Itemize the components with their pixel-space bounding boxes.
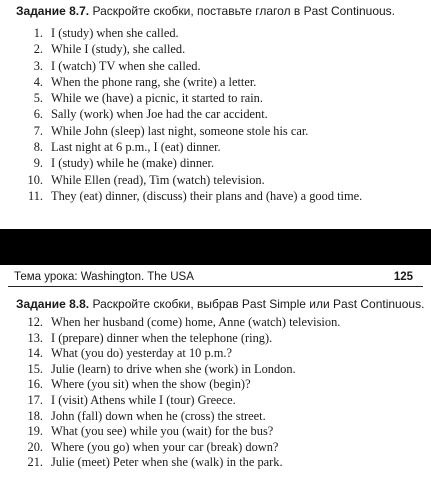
exercise-number: Задание 8.7.: [16, 4, 90, 18]
item-number: 10.: [27, 172, 43, 187]
list-item: [0, 90, 431, 106]
list-item: [0, 172, 431, 188]
item-text: Julie (meet) Peter when she (walk) in the park.: [51, 455, 283, 470]
list-item: [0, 41, 431, 57]
item-text: Last night at 6 p.m., I (eat) dinner.: [51, 140, 221, 155]
item-number: 15.: [27, 361, 43, 376]
exercise-number: Задание 8.8.: [16, 297, 90, 311]
item-text: Julie (learn) to drive when she (work) in London.: [51, 361, 296, 376]
list-item: [0, 377, 431, 393]
list-item: [0, 25, 431, 41]
page-number: 125: [393, 271, 413, 283]
item-number: 14.: [27, 346, 43, 361]
item-text: Where (you sit) when the show (begin)?: [51, 377, 251, 392]
item-number: 7.: [33, 123, 43, 138]
list-item: [0, 155, 431, 171]
page-header: [0, 270, 431, 287]
item-text: When her husband (come) home, Anne (watch) television.: [51, 315, 341, 329]
list-item: [0, 409, 431, 425]
item-text: When the phone rang, she (write) a letter.: [51, 74, 257, 89]
item-text: Where (you go) when your car (break) down?: [51, 439, 279, 454]
list-item: [0, 188, 431, 204]
item-text: While I (study), she called.: [51, 42, 186, 57]
item-text: What (you do) yesterday at 10 p.m.?: [51, 346, 232, 361]
exercise-instruction: Раскройте скобки, поставьте глагол в Past Continuous.: [92, 4, 395, 18]
lesson-title: Тема урока: Washington. The USA: [14, 271, 194, 283]
item-text: Sally (work) when Joe had the car accident.: [51, 107, 268, 122]
item-number: 21.: [27, 455, 43, 470]
list-item: [0, 139, 431, 155]
item-text: I (prepare) dinner when the telephone (ring).: [51, 330, 273, 345]
item-text: I (study) while he (make) dinner.: [51, 156, 215, 171]
item-number: 20.: [27, 439, 43, 454]
list-item: [0, 455, 431, 471]
list-item: [0, 346, 431, 362]
exercise-list: [0, 315, 431, 471]
list-item: [0, 315, 431, 331]
item-number: 11.: [27, 188, 43, 203]
item-text: John (fall) down when he (cross) the street.: [51, 408, 266, 423]
exercise-8-7: [0, 4, 431, 204]
header-rule: [8, 286, 423, 287]
item-text: While John (sleep) last night, someone stole his car.: [51, 123, 309, 138]
item-text: I (study) when she called.: [51, 26, 179, 40]
exercise-instruction: Раскройте скобки, выбрав Past Simple или Past Continuous.: [92, 297, 425, 311]
item-number: 6.: [33, 107, 43, 122]
list-item: [0, 74, 431, 90]
list-item: [0, 331, 431, 347]
list-item: [0, 123, 431, 139]
item-text: They (eat) dinner, (discuss) their plans and (have) a good time.: [51, 188, 363, 203]
list-item: [0, 58, 431, 74]
item-number: 9.: [33, 156, 43, 171]
item-text: While we (have) a picnic, it started to rain.: [51, 91, 263, 106]
item-number: 3.: [33, 58, 43, 73]
item-text: I (visit) Athens while I (tour) Greece.: [51, 392, 236, 407]
item-number: 12.: [27, 315, 43, 329]
item-number: 1.: [33, 26, 43, 40]
page-divider: [0, 229, 431, 265]
item-number: 17.: [27, 392, 43, 407]
item-text: I (watch) TV when she called.: [51, 58, 201, 73]
item-text: While Ellen (read), Tim (watch) television.: [51, 172, 265, 187]
item-number: 5.: [33, 91, 43, 106]
item-number: 19.: [27, 424, 43, 439]
exercise-title: [0, 4, 431, 19]
list-item: [0, 393, 431, 409]
list-item: [0, 362, 431, 378]
item-number: 8.: [33, 140, 43, 155]
item-number: 4.: [33, 74, 43, 89]
item-number: 16.: [27, 377, 43, 392]
exercise-8-8: [0, 297, 431, 471]
list-item: [0, 440, 431, 456]
list-item: [0, 424, 431, 440]
item-text: What (you see) while you (wait) for the bus?: [51, 424, 274, 439]
item-number: 18.: [27, 408, 43, 423]
exercise-list: [0, 25, 431, 204]
item-number: 2.: [33, 42, 43, 57]
item-number: 13.: [27, 330, 43, 345]
exercise-title: [0, 297, 431, 312]
list-item: [0, 106, 431, 122]
